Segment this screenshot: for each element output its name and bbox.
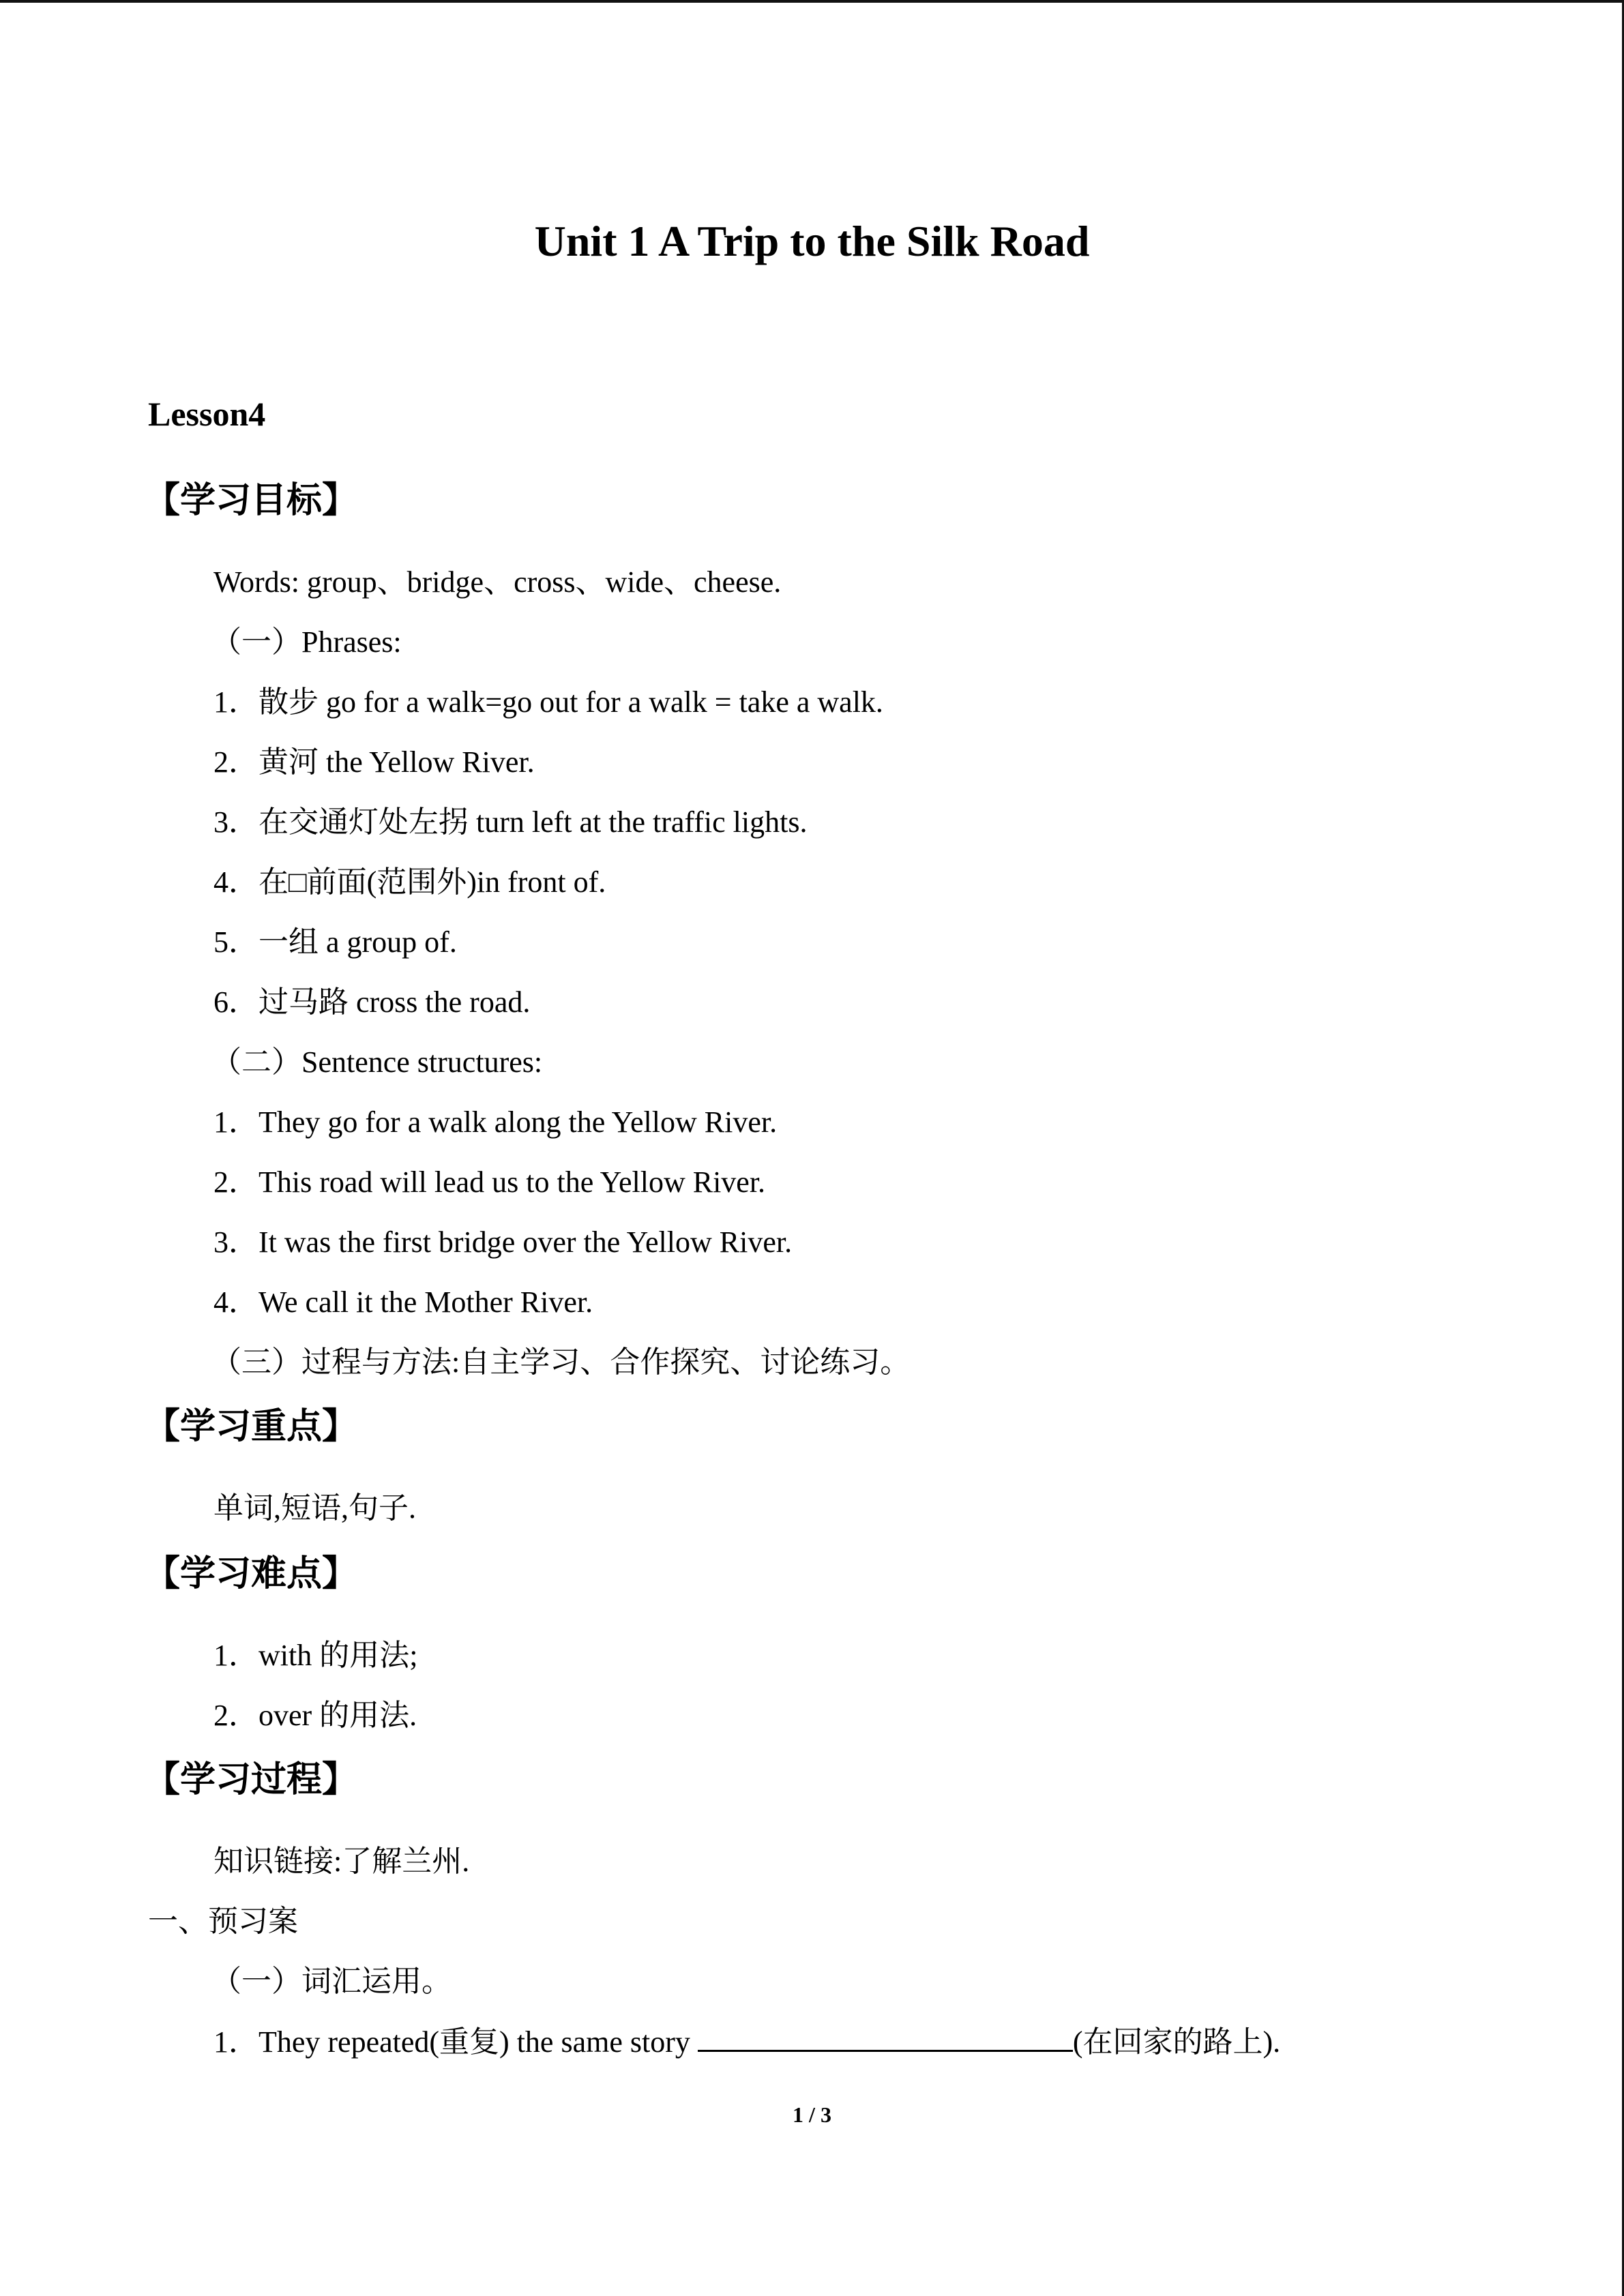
page-number: 1 / 3 — [793, 2102, 831, 2127]
sentence-item: 3．It was the first bridge over the Yellow River. — [213, 1225, 793, 1259]
exercise-item — [213, 2027, 1280, 2057]
phrase-item: 6．过马路 cross the road. — [213, 985, 531, 1019]
phrase-item: 2．黄河 the Yellow River. — [213, 745, 535, 779]
sentence-item: 4．We call it the Mother River. — [213, 1285, 593, 1319]
exercise-prefix: 1．They repeated(重复) the same story — [213, 2025, 698, 2059]
page-border-top — [0, 0, 1624, 3]
section-heading-difficulties: 【学习难点】 — [145, 1553, 358, 1594]
difficulty-item: 1．with 的用法; — [213, 1639, 418, 1672]
key-points-text: 单词,短语,句子. — [213, 1491, 416, 1525]
exercise-suffix: (在回家的路上). — [1072, 2025, 1281, 2059]
phrase-item: 5．一组 a group of. — [213, 925, 457, 959]
answer-blank[interactable] — [698, 2027, 1073, 2052]
sentences-heading: （二）Sentence structures: — [211, 1045, 543, 1079]
phrase-item: 1．散步 go for a walk=go out for a walk = take a walk. — [213, 685, 883, 719]
vocab-heading: （一）词汇运用。 — [211, 1965, 452, 1998]
part-one-heading: 一、预习案 — [148, 1905, 298, 1938]
document-title: Unit 1 A Trip to the Silk Road — [534, 217, 1090, 265]
section-heading-key-points: 【学习重点】 — [145, 1406, 358, 1447]
section-heading-goals: 【学习目标】 — [145, 480, 358, 521]
phrase-item: 4．在□前面(范围外)in front of. — [213, 865, 606, 899]
sentence-item: 2．This road will lead us to the Yellow River. — [213, 1165, 766, 1199]
difficulty-item: 2．over 的用法. — [213, 1699, 417, 1732]
sentence-item: 1．They go for a walk along the Yellow River. — [213, 1105, 778, 1139]
phrases-heading: （一）Phrases: — [211, 625, 402, 659]
knowledge-link: 知识链接:了解兰州. — [213, 1845, 470, 1878]
lesson-label: Lesson4 — [148, 395, 266, 433]
phrase-item: 3．在交通灯处左拐 turn left at the traffic lights. — [213, 805, 808, 839]
words-line: Words: group、bridge、cross、wide、cheese. — [213, 565, 782, 599]
methods-line: （三）过程与方法:自主学习、合作探究、讨论练习。 — [211, 1345, 911, 1379]
section-heading-process: 【学习过程】 — [145, 1759, 358, 1800]
